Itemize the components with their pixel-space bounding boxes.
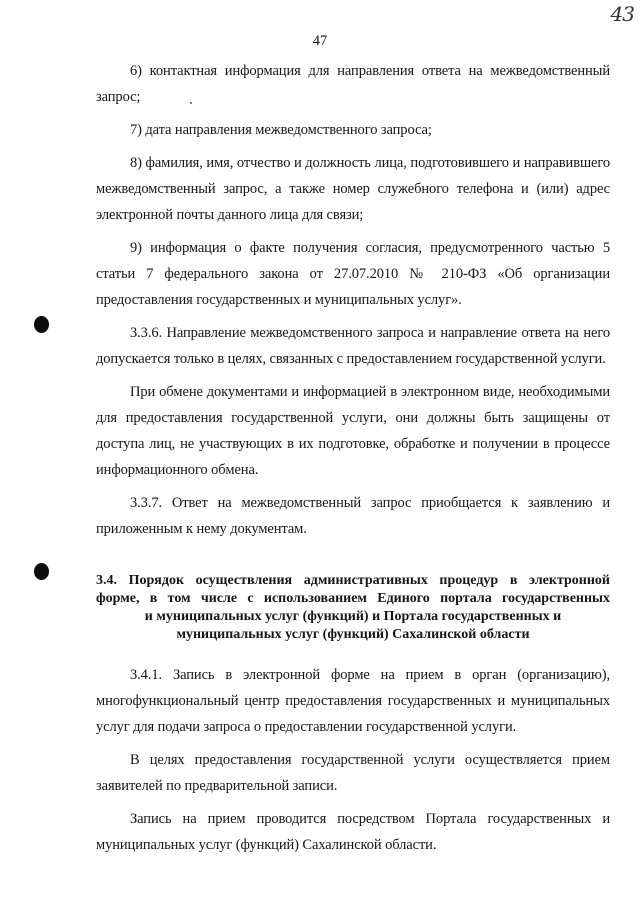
paragraph-3-3-7: 3.3.7. Ответ на межведомственный запрос приобщается к заявлению и приложенным к нему документам.: [96, 495, 610, 537]
section-heading-line-3: и муниципальных услуг (функций) и Портала государственных и: [144, 609, 562, 624]
paragraph-electronic-exchange: При обмене документами и информацией в электронном виде, необходимыми для предоставления государственной услуги, они должны быть защищены от доступа лиц, не участвующих в их подготовке, обработке и получении в процессе информационного обмена.: [96, 384, 610, 478]
paragraph-preliminary-booking: В целях предоставления государственной услуги осуществляется прием заявителей по предварительной записи.: [96, 752, 610, 794]
section-heading-line-2: форме, в том числе с использованием Единого портала государственных: [96, 591, 610, 606]
handwritten-sheet-number: 43: [610, 2, 634, 26]
document-body: [96, 58, 610, 865]
punch-hole-upper: [34, 316, 49, 333]
paragraph-item-9: 9) информация о факте получения согласия, предусмотренного частью 5 статьи 7 федерального закона от 27.07.2010 № 210-ФЗ «Об организации предоставления государственных и муниципальных услуг».: [96, 240, 610, 308]
section-heading-line-4: муниципальных услуг (функций) Сахалинской области: [176, 627, 530, 642]
punch-hole-lower: [34, 563, 49, 580]
paragraph-item-7: 7) дата направления межведомственного запроса;: [130, 122, 432, 138]
page-number: 47: [312, 33, 328, 49]
paragraph-3-3-6: 3.3.6. Направление межведомственного запроса и направление ответа на него допускается только в целях, связанных с предоставлением государственной услуги.: [96, 325, 610, 367]
section-heading-line-1: 3.4. Порядок осуществления административных процедур в электронной: [96, 573, 610, 588]
paragraph-item-6: 6) контактная информация для направления ответа на межведомственный запрос;: [96, 63, 610, 105]
paragraph-3-4-1: 3.4.1. Запись в электронной форме на прием в орган (организацию), многофункциональный центр предоставления государственных и муниципальных услуг для подачи запроса о предоставлении государственной услуги.: [96, 667, 610, 735]
paragraph-item-8: 8) фамилия, имя, отчество и должность лица, подготовившего и направившего межведомственный запрос, а также номер служебного телефона и (или) адрес электронной почты данного лица для связи;: [96, 155, 610, 223]
section-heading-3-4: [96, 572, 610, 644]
paragraph-booking-portal: Запись на прием проводится посредством Портала государственных и муниципальных услуг (функций) Сахалинской области.: [96, 811, 610, 853]
